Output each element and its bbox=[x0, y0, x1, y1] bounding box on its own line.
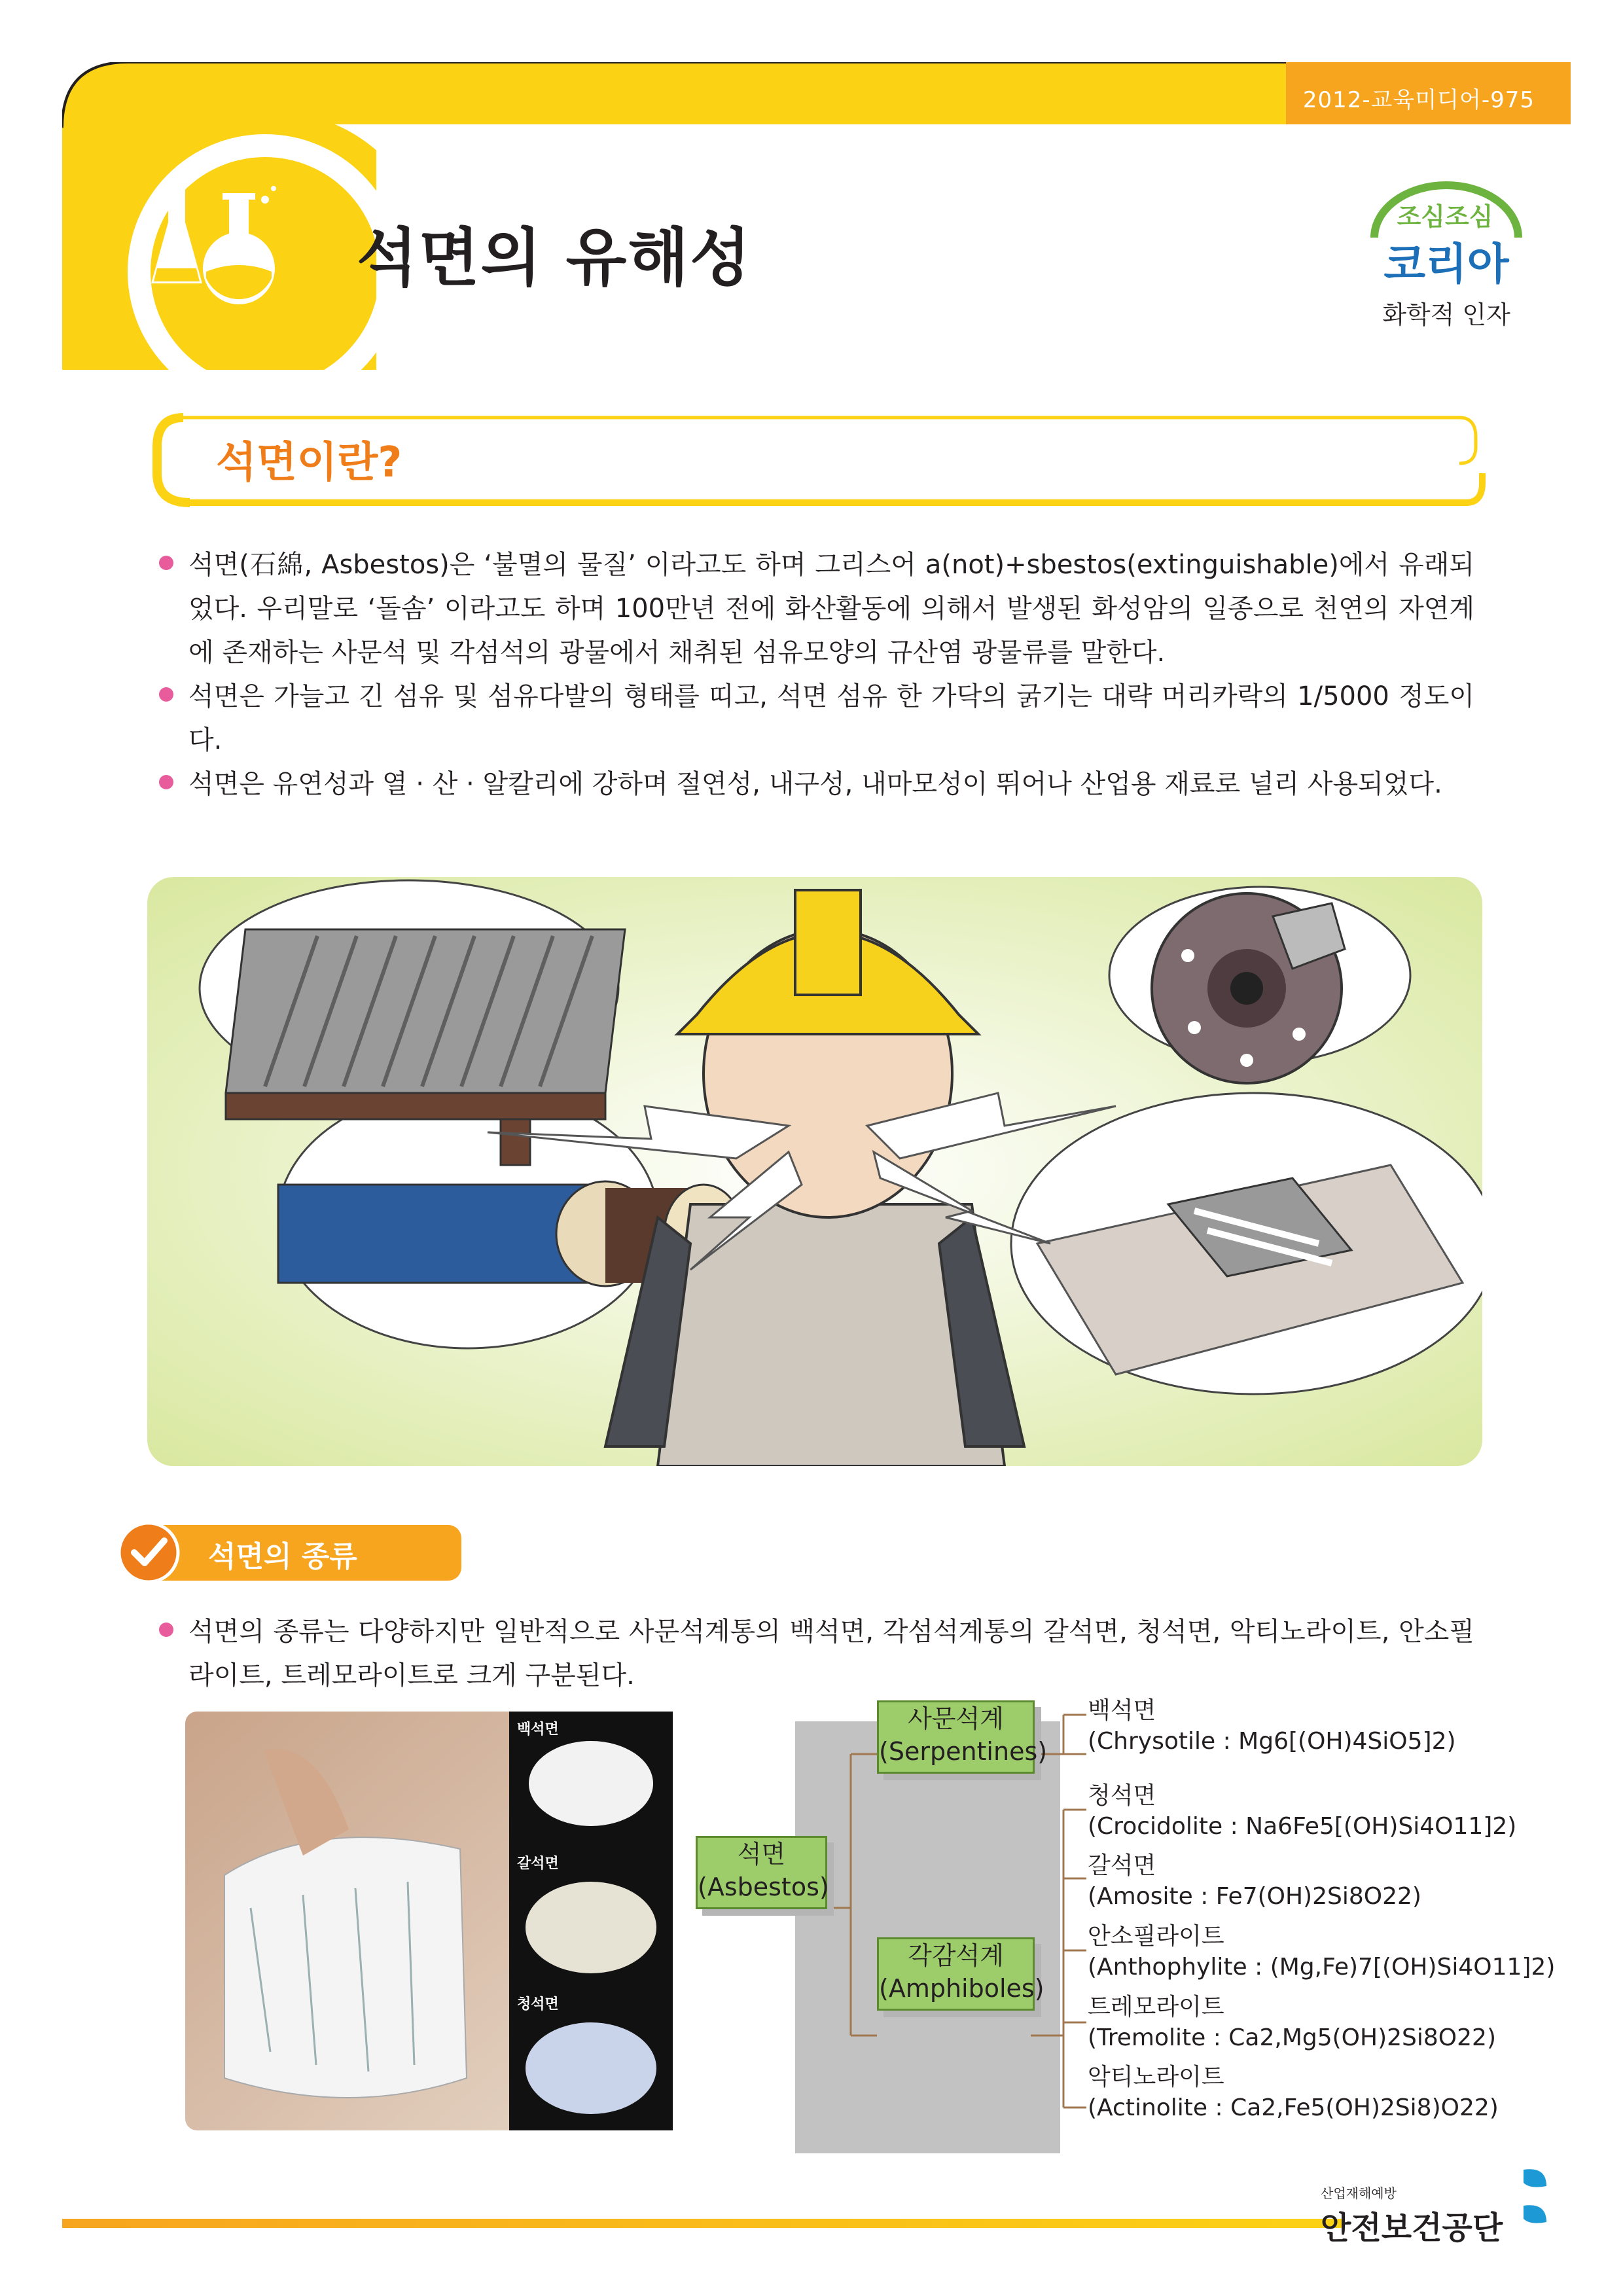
asbestos-products-illustration bbox=[147, 877, 1482, 1466]
leaf-formula: (Actinolite : Ca2,Fe5(OH)2Si8)O22) bbox=[1088, 2094, 1499, 2121]
leaf-formula: (Crocidolite : Na6Fe5[(OH)Si4O11]2) bbox=[1088, 1813, 1517, 1840]
bullet-item bbox=[159, 762, 1474, 806]
bullet-text: 석면은 가늘고 긴 섬유 및 섬유다발의 형태를 띠고, 석면 섬유 한 가닥의 굵기는 대략 머리카락의 1/5000 정도이다. bbox=[188, 681, 1474, 755]
diagram-leaf-tremolite bbox=[1088, 1992, 1496, 2053]
bullet-item bbox=[159, 543, 1474, 675]
logo-text-top: 조심조심 bbox=[1397, 202, 1493, 231]
leaf-formula: (Anthophylite : (Mg,Fe)7[(OH)Si4O11]2) bbox=[1088, 1954, 1556, 1981]
section-title-asbestos-types: 석면의 종류 bbox=[208, 1540, 357, 1573]
diagram-node-amphiboles bbox=[877, 1937, 1044, 2011]
section-title-what-is-asbestos: 석면이란? bbox=[216, 439, 402, 487]
diagram-leaf-crocidolite bbox=[1088, 1780, 1516, 1842]
diagram-node-serpentines bbox=[877, 1700, 1048, 1774]
logo-text-main: 코리아 bbox=[1383, 239, 1509, 289]
node-latin: (Asbestos) bbox=[698, 1873, 829, 1901]
diagram-leaf-amosite bbox=[1088, 1850, 1421, 1912]
checkmark-icon bbox=[128, 1532, 169, 1573]
photo-label-crocidolite: 청석면 bbox=[517, 1996, 559, 2013]
bullet-text: 석면의 종류는 다양하지만 일반적으로 사문석계통의 백석면, 각섬석계통의 갈석면, 청석면, 악티노라이트, 안소필라이트, 트레모라이트로 크게 구분된다. bbox=[188, 1617, 1474, 1691]
bullet-dot bbox=[159, 687, 173, 702]
footer-line bbox=[62, 2219, 1345, 2228]
node-latin: (Amphiboles) bbox=[879, 1974, 1044, 2003]
leaf-name: 백석면 bbox=[1088, 1697, 1156, 1724]
bullet-dot bbox=[159, 1623, 173, 1637]
bullet-item bbox=[159, 675, 1474, 762]
node-latin: (Serpentines) bbox=[879, 1737, 1048, 1766]
leaf-formula: (Tremolite : Ca2,Mg5(OH)2Si8O22) bbox=[1088, 2024, 1496, 2051]
node-name: 사문석계 bbox=[908, 1704, 1004, 1733]
leaf-formula: (Amosite : Fe7(OH)2Si8O22) bbox=[1088, 1883, 1421, 1910]
footer-org-subtitle: 산업재해예방 bbox=[1321, 2185, 1397, 2201]
photo-label-chrysotile: 백석면 bbox=[517, 1721, 559, 1738]
diagram-leaf-anthophyllite bbox=[1088, 1921, 1555, 1982]
bullet-item bbox=[159, 1610, 1474, 1698]
bullet-text: 석면(石綿, Asbestos)은 ‘불멸의 물질’ 이라고도 하며 그리스어 a(not)+sbestos(extinguishable)에서 유래되었다. 우리말로 ‘돌솜’ 이라고도 하며 100만년 전에 화산활동에 의해서 발생된 화성암의 일종으로 천연의 자연계에 존재하는 사문석 및 각섬석의 광물에서 채취된 섬유모양의 규산염 광물류를 말한다. bbox=[188, 550, 1474, 668]
photo-label-amosite: 갈석면 bbox=[517, 1856, 559, 1872]
hazard-category: 화학적 인자 bbox=[1382, 300, 1510, 329]
flask-icon bbox=[151, 183, 288, 308]
kosha-logo-icon bbox=[1517, 2166, 1550, 2238]
document-code: 2012-교육미디어-975 bbox=[1302, 87, 1535, 113]
bullet-dot bbox=[159, 775, 173, 789]
bullet-dot bbox=[159, 556, 173, 570]
leaf-name: 악티노라이트 bbox=[1088, 2064, 1224, 2090]
diagram-node-asbestos bbox=[696, 1836, 827, 1909]
leaf-name: 안소필라이트 bbox=[1088, 1923, 1224, 1950]
node-name: 석면 bbox=[737, 1840, 786, 1869]
diagram-leaf-chrysotile bbox=[1088, 1695, 1456, 1757]
leaf-formula: (Chrysotile : Mg6[(OH)4SiO5]2) bbox=[1088, 1728, 1456, 1755]
leaf-name: 청석면 bbox=[1088, 1782, 1156, 1809]
page-title: 석면의 유해성 bbox=[357, 221, 752, 295]
bullet-text: 석면은 유연성과 열 · 산 · 알칼리에 강하며 절연성, 내구성, 내마모성이 뛰어나 산업용 재료로 널리 사용되었다. bbox=[188, 769, 1442, 799]
asbestos-sample-photo bbox=[185, 1712, 673, 2130]
diagram-leaf-actinolite bbox=[1088, 2062, 1499, 2123]
footer-org-name: 안전보건공단 bbox=[1321, 2210, 1503, 2246]
node-name: 각감석계 bbox=[908, 1941, 1004, 1970]
leaf-name: 트레모라이트 bbox=[1088, 1994, 1224, 2020]
leaf-name: 갈석면 bbox=[1088, 1852, 1156, 1879]
